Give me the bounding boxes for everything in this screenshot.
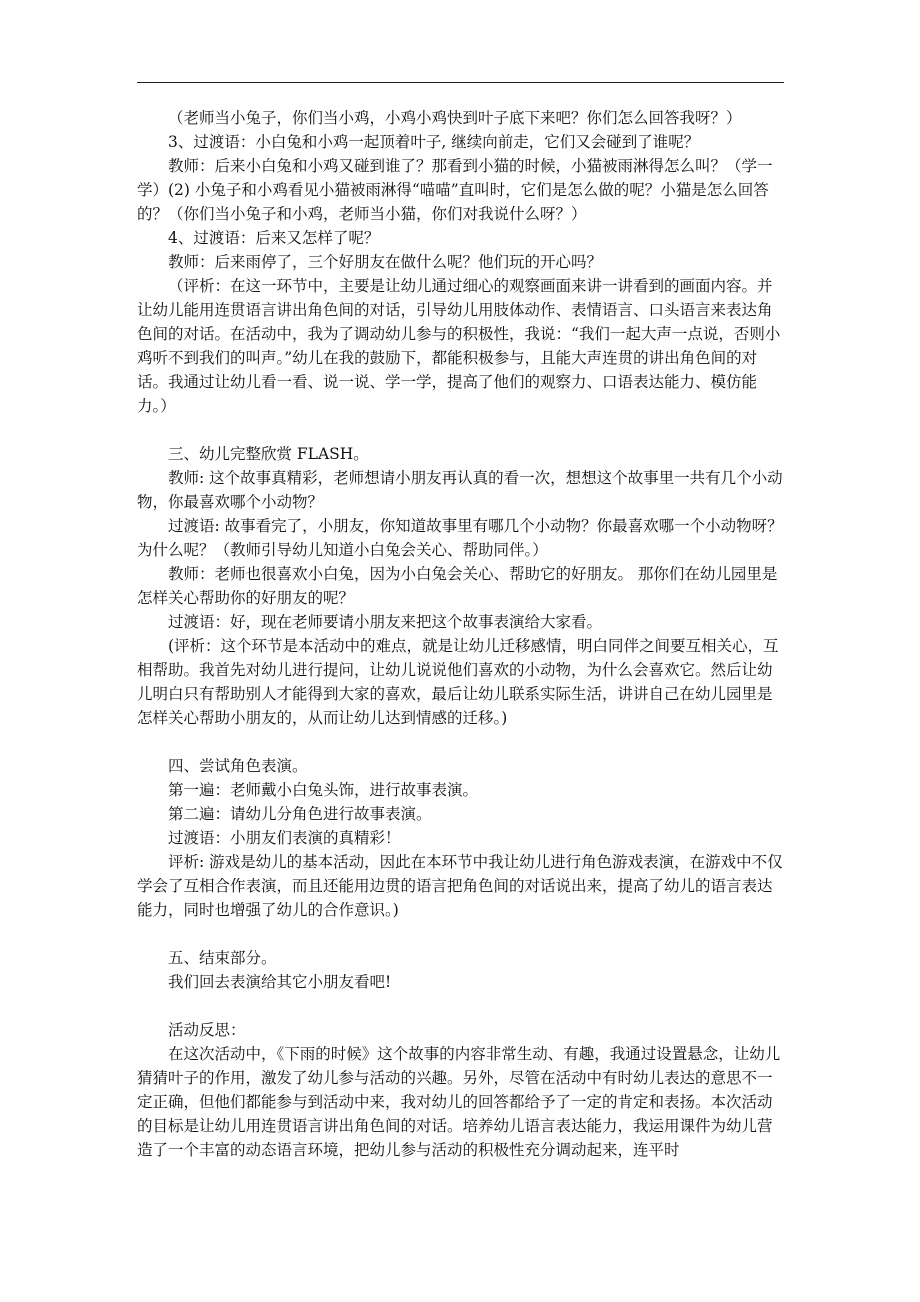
- paragraph: （评析：在这一环节中，主要是让幼儿通过细心的观察画面来讲一讲看到的画面内容。并让幼儿能用连贯语言讲出角色间的对话，引导幼儿用肢体动作、表情语言、口头语言来表达角色间的对话。在活动中，我为了调动幼儿参与的积极性，我说：“我们一起大声一点说，否则小鸡听不到我们的叫声。”幼儿在我的鼓励下，都能积极参与，且能大声连贯的讲出角色间的对话。我通过让幼儿看一看、说一说、学一学，提高了他们的观察力、口语表达能力、模仿能力。）: [137, 277, 781, 415]
- paragraph: 3、过渡语：小白兔和小鸡一起顶着叶子, 继续向前走，它们又会碰到了谁呢？: [168, 133, 700, 151]
- header-rule: [137, 82, 784, 83]
- paragraph-gap: [137, 418, 787, 442]
- paragraph: 我们回去表演给其它小朋友看吧!: [168, 973, 392, 991]
- paragraph: 教师：后来小白兔和小鸡又碰到谁了？那看到小猫的时候，小猫被雨淋得怎么叫？（学一学）(2) 小兔子和小鸡看见小猫被雨淋得“喵喵”直叫时，它们是怎么做的呢？小猫是怎么回答的？（你们当小兔子和小鸡，老师当小猫，你们对我说什么呀？）: [137, 157, 773, 223]
- paragraph: (评析：这个环节是本活动中的难点，就是让幼儿迁移感情，明白同伴之间要互相关心，互相帮助。我首先对幼儿进行提问，让幼儿说说他们喜欢的小动物，为什么会喜欢它。然后让幼儿明白只有帮助别人才能得到大家的喜欢，最后让幼儿联系实际生活，讲讲自己在幼儿园里是怎样关心帮助小朋友的，从而让幼儿达到情感的迁移。): [137, 637, 779, 727]
- paragraph: 三、幼儿完整欣赏 FLASH。: [168, 445, 369, 463]
- paragraph: 第二遍：请幼儿分角色进行故事表演。: [168, 805, 432, 823]
- paragraph: 活动反思：: [168, 1021, 246, 1039]
- document-body: [137, 106, 787, 1162]
- paragraph: 五、结束部分。: [168, 949, 277, 967]
- paragraph: 4、过渡语：后来又怎样了呢？: [168, 229, 380, 247]
- paragraph: 四、尝试角色表演。: [168, 757, 308, 775]
- paragraph-gap: [137, 730, 787, 754]
- paragraph: 过渡语: 故事看完了，小朋友，你知道故事里有哪几个小动物？你最喜欢哪一个小动物呀？为什么呢？（教师引导幼儿知道小白兔会关心、帮助同伴。）: [137, 517, 783, 559]
- paragraph-gap: [137, 994, 787, 1018]
- paragraph: 教师：老师也很喜欢小白兔，因为小白兔会关心、帮助它的好朋友。 那你们在幼儿园里是怎样关心帮助你的好朋友的呢？: [137, 565, 778, 607]
- paragraph: 教师: 这个故事真精彩，老师想请小朋友再认真的看一次，想想这个故事里一共有几个小动物，你最喜欢哪个小动物？: [137, 469, 783, 511]
- paragraph: 过渡语：小朋友们表演的真精彩！: [168, 829, 401, 847]
- paragraph: （老师当小兔子，你们当小鸡，小鸡小鸡快到叶子底下来吧？你们怎么回答我呀？）: [168, 109, 742, 127]
- paragraph: 评析: 游戏是幼儿的基本活动，因此在本环节中我让幼儿进行角色游戏表演，在游戏中不仅学会了互相合作表演，而且还能用边贯的语言把角色间的对话说出来，提高了幼儿的语言表达能力，同时也增强了幼儿的合作意识。): [137, 853, 783, 919]
- paragraph-gap: [137, 922, 787, 946]
- paragraph: 在这次活动中，《下雨的时候》这个故事的内容非常生动、有趣，我通过设置悬念，让幼儿猜猜叶子的作用，激发了幼儿参与活动的兴趣。另外，尽管在活动中有时幼儿表达的意思不一定正确，但他们都能参与到活动中来，我对幼儿的回答都给予了一定的肯定和表扬。本次活动的目标是让幼儿用连贯语言讲出角色间的对话。培养幼儿语言表达能力，我运用课件为幼儿营造了一个丰富的动态语言环境，把幼儿参与活动的积极性充分调动起来，连平时: [137, 1045, 781, 1159]
- paragraph: 过渡语：好，现在老师要请小朋友来把这个故事表演给大家看。: [168, 613, 603, 631]
- paragraph: 教师：后来雨停了，三个好朋友在做什么呢？他们玩的开心吗？: [168, 253, 603, 271]
- paragraph: 第一遍：老师戴小白兔头饰，进行故事表演。: [168, 781, 479, 799]
